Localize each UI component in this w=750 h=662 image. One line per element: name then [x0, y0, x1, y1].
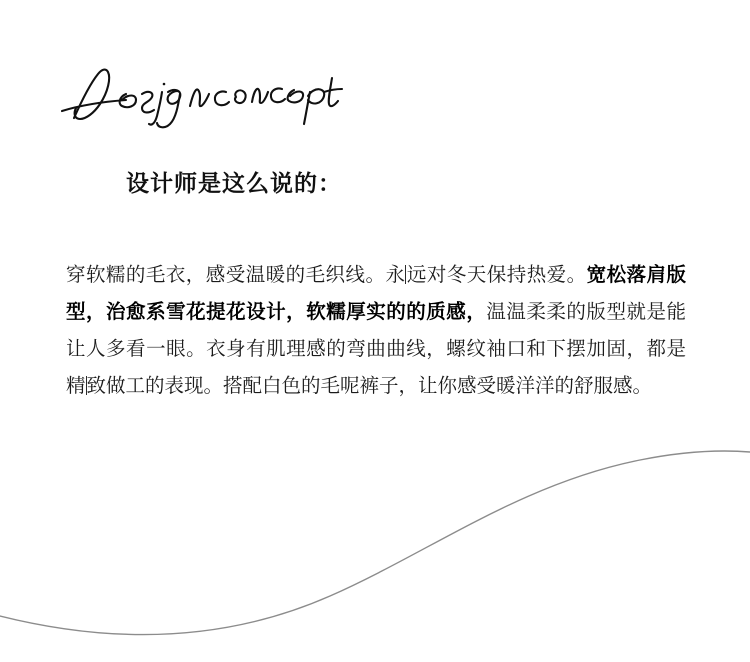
paragraph-part-4: 致做工的表现。搭配白色的毛呢裤子，让你感受暖洋洋的舒服感。: [86, 373, 653, 397]
paragraph-part-1: 穿软糯的毛衣，感受温暖的毛织线。永: [66, 262, 406, 286]
curved-swoosh-line-icon: [0, 430, 750, 657]
section-title: 设计师是这么说的：: [126, 171, 342, 197]
paragraph-part-3: 温温柔柔的版型就是能让人多看一眼。衣身有肌理感的弯曲曲线，螺纹袖口和下摆加固，都是精: [66, 299, 686, 397]
paragraph-part-2: 远对冬天保持热爱。: [406, 262, 587, 286]
paragraph-emphasis: 宽松落肩版型，治愈系雪花提花设计，软糯厚实的的质感，: [66, 262, 686, 323]
body-paragraph: [66, 256, 686, 404]
handwritten-signature-icon: [56, 56, 346, 136]
